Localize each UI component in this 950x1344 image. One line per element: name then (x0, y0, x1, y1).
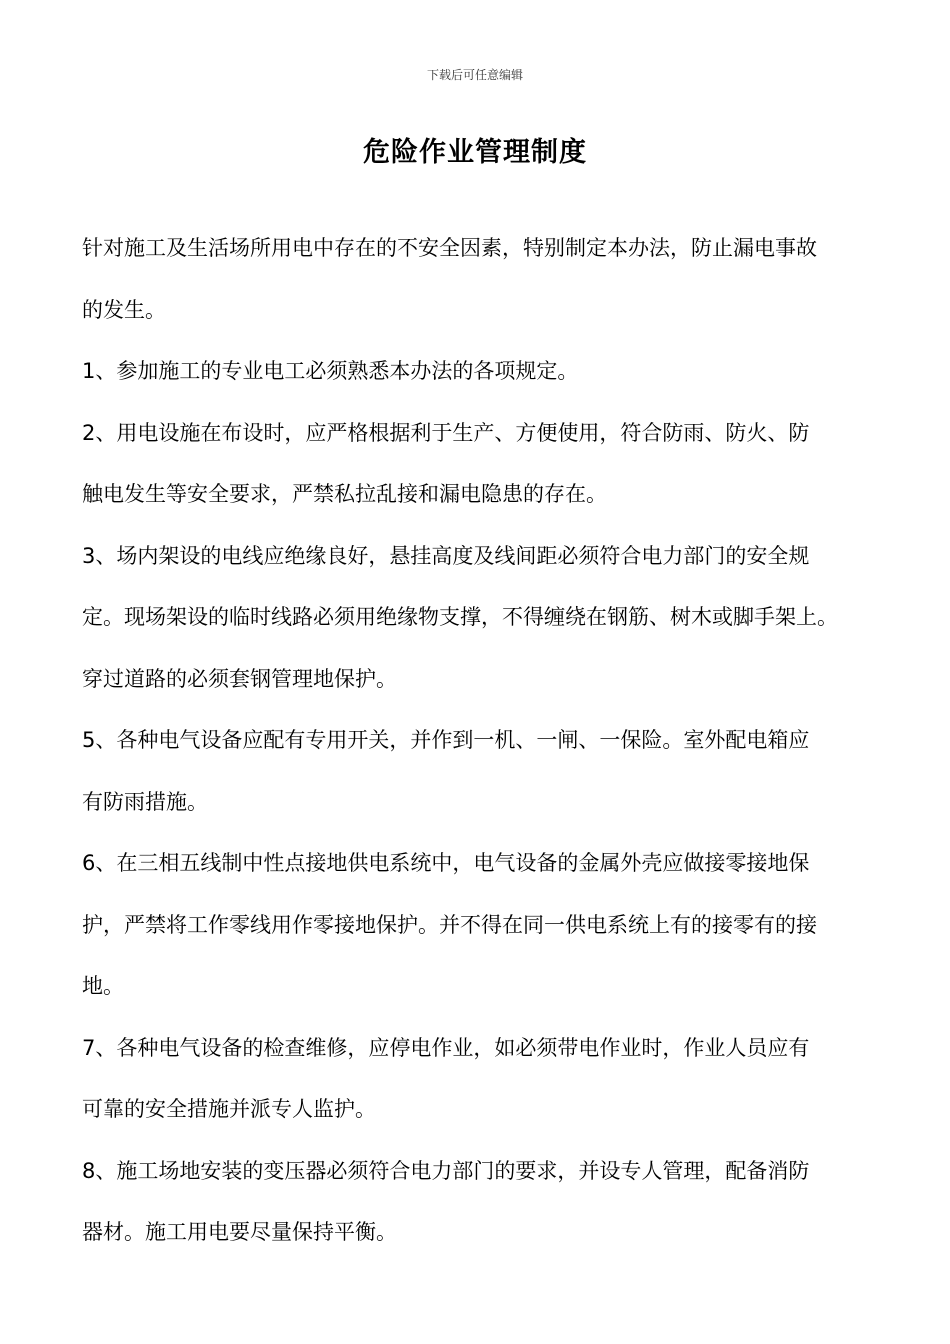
text-line: 触电发生等安全要求，严禁私拉乱接和漏电隐患的存在。 (82, 482, 607, 506)
text-line: 针对施工及生活场所用电中存在的不安全因素，特别制定本办法，防止漏电事故 (82, 236, 817, 260)
text-line: 可靠的安全措施并派专人监护。 (82, 1097, 376, 1121)
text-line: 1、参加施工的专业电工必须熟悉本办法的各项规定。 (82, 359, 579, 383)
paragraph-intro (82, 218, 882, 341)
text-line: 5、各种电气设备应配有专用开关，并作到一机、一闸、一保险。室外配电箱应 (82, 728, 810, 752)
text-line: 7、各种电气设备的检查维修，应停电作业，如必须带电作业时，作业人员应有 (82, 1035, 810, 1060)
text-line: 有防雨措施。 (82, 789, 208, 814)
paragraph-item-6 (82, 833, 882, 1018)
document-body (82, 218, 882, 1264)
text-line: 8、施工场地安装的变压器必须符合电力部门的要求，并设专人管理，配备消防 (82, 1158, 810, 1183)
text-line: 穿过道路的必须套钢管理地保护。 (82, 666, 397, 691)
text-line: 护，严禁将工作零线用作零接地保护。并不得在同一供电系统上有的接零有的接 (82, 912, 817, 937)
document-title: 危险作业管理制度 (363, 137, 587, 168)
text-line: 定。现场架设的临时线路必须用绝缘物支撑，不得缠绕在钢筋、树木或脚手架上。 (82, 605, 838, 629)
text-line: 6、在三相五线制中性点接地供电系统中，电气设备的金属外壳应做接零接地保 (82, 851, 810, 875)
paragraph-item-3 (82, 526, 882, 711)
text-line: 2、用电设施在布设时，应严格根据利于生产、方便使用，符合防雨、防火、防 (82, 420, 810, 445)
header-note: 下载后可任意编辑 (426, 68, 523, 82)
paragraph-item-5 (82, 710, 882, 833)
paragraph-item-8 (82, 1141, 882, 1264)
text-line: 的发生。 (82, 297, 166, 322)
text-line: 器材。施工用电要尽量保持平衡。 (82, 1220, 397, 1244)
text-line: 3、场内架设的电线应绝缘良好，悬挂高度及线间距必须符合电力部门的安全规 (82, 543, 810, 568)
paragraph-item-1 (82, 341, 882, 403)
paragraph-item-7 (82, 1018, 882, 1141)
paragraph-item-2 (82, 403, 882, 526)
text-line: 地。 (82, 974, 124, 998)
